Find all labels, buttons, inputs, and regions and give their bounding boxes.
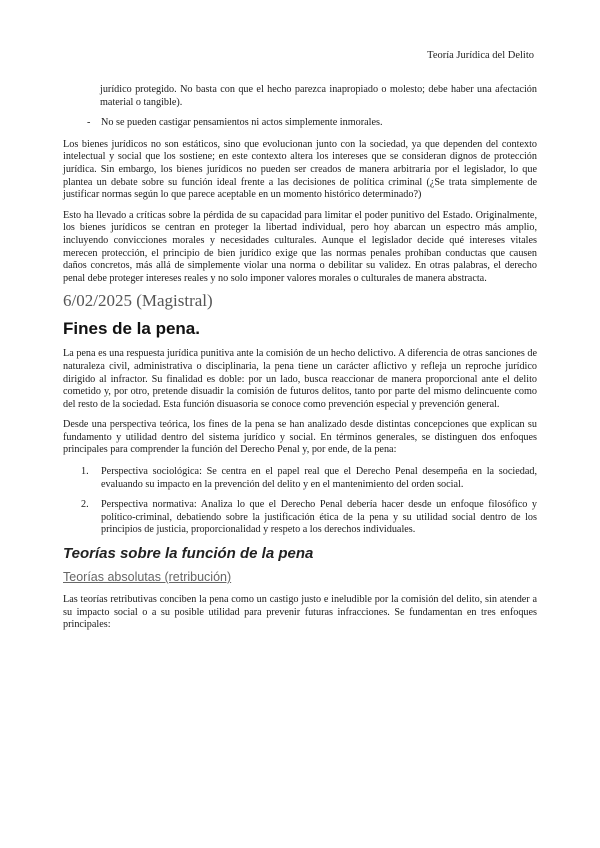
continuation-text: jurídico protegido. No basta con que el hecho parezca inapropiado o molesto; debe haber una afectación material o tangible).	[100, 84, 537, 108]
list-item	[81, 466, 537, 491]
numbered-list	[63, 466, 537, 537]
list-item	[81, 499, 537, 537]
paragraph: Esto ha llevado a críticas sobre la pérdida de su capacidad para limitar el poder punitivo del Estado. Originalmente, los bienes jurídicos se centran en proteger la libertad individual, pero hoy abarcan un espectro más amplio, incluyendo convicciones morales y necesidades culturales. Aunque el legislador decide qué intereses vitales merecen protección, el principio de bien jurídico exige que las normas penales prohíban conductas que causen daños concretos, más allá de simplemente violar una norma o debilitar su validez. En otras palabras, el derecho penal debe proteger intereses reales y no solo imponer valores morales o culturales de manera abstracta.	[63, 209, 537, 284]
bullet-item	[87, 117, 537, 130]
running-header: Teoría Jurídica del Delito	[427, 50, 534, 61]
paragraph: Los bienes jurídicos no son estáticos, sino que evolucionan junto con la sociedad, ya que dependen del contexto intelectual y social que los sostiene; en este contexto altera los intereses que se consideran dignos de protección jurídica. Sin embargo, los bienes jurídicos no pueden ser creados de manera arbitraria por el legislador, lo que plantea un debate sobre su función ideal frente a las decisiones de política criminal (¿Se trata simplemente de justificar normas según lo que parece aceptable en un momento histórico determinado?)	[63, 138, 537, 201]
paragraph: Desde una perspectiva teórica, los fines de la pena se han analizado desde distintas concepciones que explican su fundamento y utilidad dentro del sistema jurídico y social. En términos generales, se distinguen dos enfoques principales para comprender la función del Derecho Penal y, por ende, de la pena:	[63, 419, 537, 456]
subsection-title: Teorías sobre la función de la pena	[63, 545, 314, 563]
section-title: Fines de la pena.	[63, 319, 200, 339]
subsubsection-title: Teorías absolutas (retribución)	[63, 570, 232, 585]
list-number: 2.	[81, 499, 89, 511]
page-content	[63, 84, 537, 632]
date-heading: 6/02/2025 (Magistral)	[63, 291, 213, 311]
list-number: 1.	[81, 466, 89, 478]
list-item-text: Perspectiva sociológica: Se centra en el papel real que el Derecho Penal desempeña en la sociedad, evaluando su impacto en la prevención del delito y en el mantenimiento del orden social.	[101, 466, 537, 490]
paragraph: La pena es una respuesta jurídica punitiva ante la comisión de un hecho delictivo. A diferencia de otras sanciones de naturaleza civil, administrativa o disciplinaria, la pena tiene un carácter aflictivo y refleja un reproche jurídico dirigido al infractor. Su finalidad es doble: por un lado, busca reaccionar de manera proporcional ante el delito cometido y, por otro, pretende disuadir la comisión de futuros delitos, tanto por parte del mismo delincuente como del resto de la sociedad. Esta función disuasoria se conoce como prevención especial y prevención general.	[63, 348, 537, 410]
list-item-text: Perspectiva normativa: Analiza lo que el Derecho Penal debería hacer desde un enfoque filosófico y político-criminal, debatiendo sobre la justificación ética de la pena y su utilidad social dentro de los principios de justicia, proporcionalidad y respeto a los derechos individuales.	[101, 499, 537, 536]
paragraph: Las teorías retributivas conciben la pena como un castigo justo e ineludible por la comisión del delito, sin atender a su impacto social o a su posible utilidad para prevenir futuras infracciones. Se fundamentan en tres enfoques principales:	[63, 594, 537, 631]
bullet-text: No se pueden castigar pensamientos ni actos simplemente inmorales.	[101, 117, 383, 129]
bullet-mark: -	[87, 117, 91, 129]
